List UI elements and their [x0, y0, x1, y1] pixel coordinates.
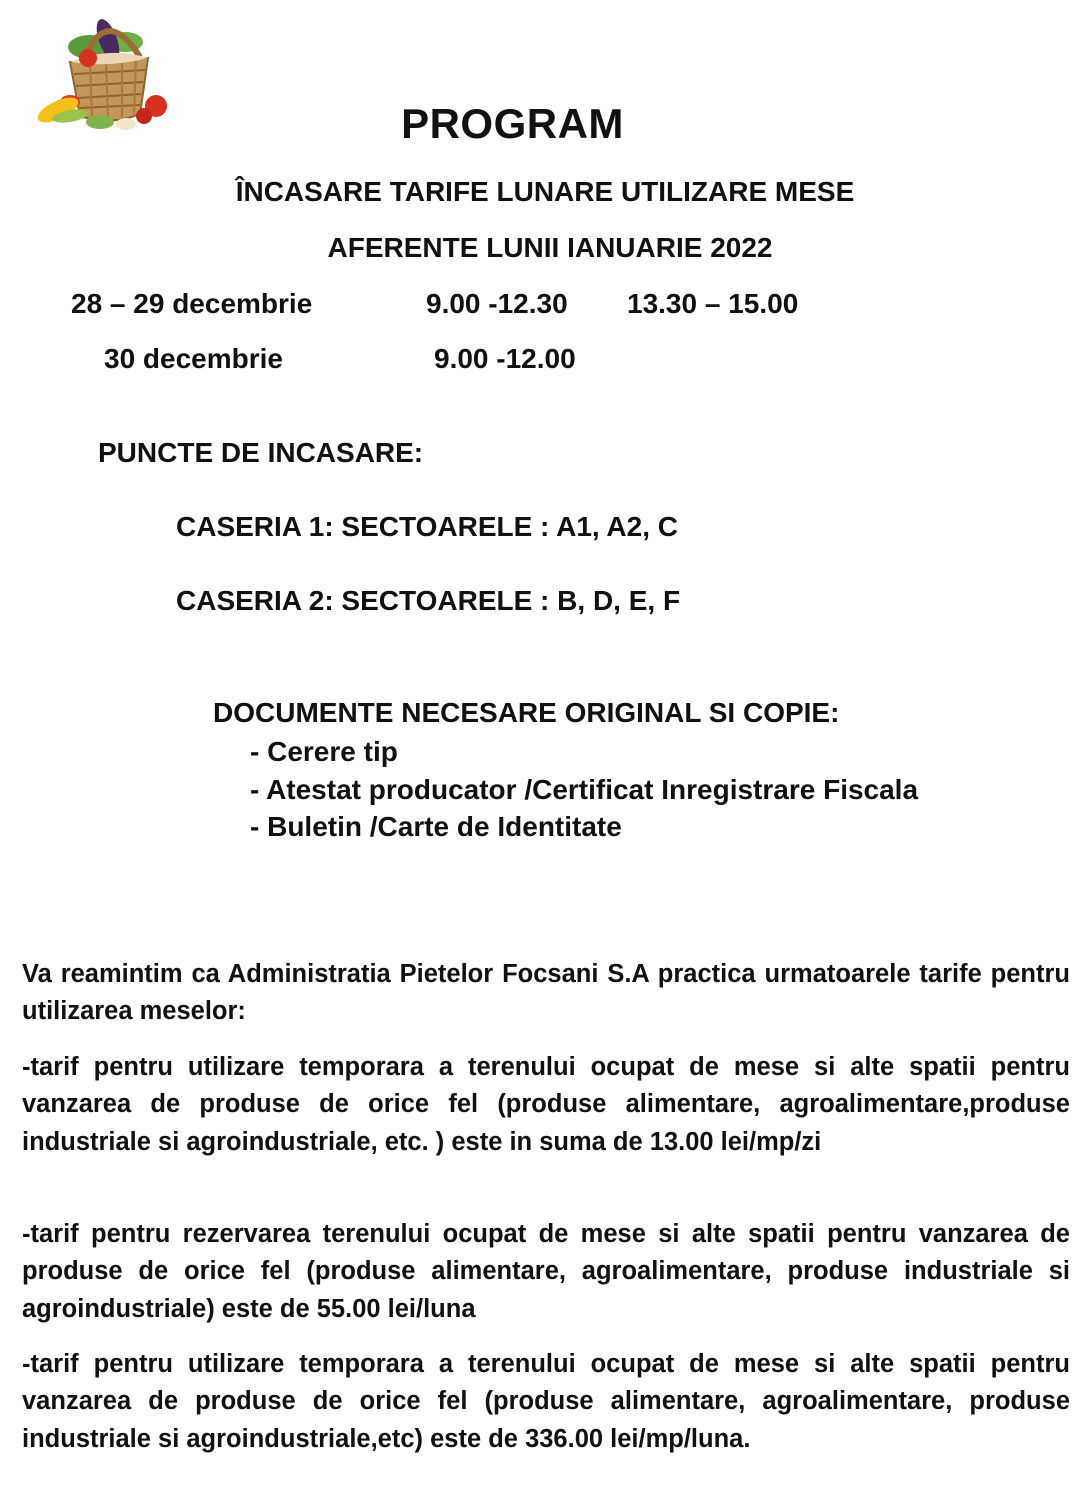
- caseria-1: CASERIA 1: SECTOARELE : A1, A2, C: [176, 511, 679, 542]
- subtitle-line-1: ÎNCASARE TARIFE LUNARE UTILIZARE MESE: [235, 176, 855, 207]
- schedule-dates-2: 30 decembrie: [104, 343, 283, 374]
- schedule-afternoon-1: 13.30 – 15.00: [627, 288, 799, 319]
- document-item: - Atestat producator /Certificat Inregistrare Fiscala: [250, 773, 919, 805]
- tariff-2: -tarif pentru rezervarea terenului ocupat de mese si alte spatii pentru vanzarea de produse de orice fel (produse alimentare, agroalimentare, produse industriale si agroindustriale) este de 55.00 lei/luna: [22, 1220, 1070, 1323]
- documents-heading: DOCUMENTE NECESARE ORIGINAL SI COPIE:: [213, 697, 840, 728]
- subtitle-line-2: AFERENTE LUNII IANUARIE 2022: [327, 232, 773, 263]
- tariff-1: -tarif pentru utilizare temporara a terenului ocupat de mese si alte spatii pentru vanzarea de produse de orice fel (produse alimentare, agroalimentare,produse industriale si agroindustriale, etc. ) este in suma de 13.00 lei/mp/zi: [22, 1053, 1070, 1156]
- tariff-3: -tarif pentru utilizare temporara a terenului ocupat de mese si alte spatii pentru vanzarea de produse de orice fel (produse alimentare, agroalimentare, produse industriale si agroindustriale,etc) este de 336.00 lei/mp/luna.: [22, 1350, 1070, 1453]
- schedule-dates-1: 28 – 29 decembrie: [71, 288, 313, 319]
- schedule-morning-2: 9.00 -12.00: [434, 343, 576, 374]
- caseria-2: CASERIA 2: SECTOARELE : B, D, E, F: [176, 585, 681, 616]
- document-item: - Buletin /Carte de Identitate: [250, 811, 622, 842]
- tariffs-intro: Va reamintim ca Administratia Pietelor Focsani S.A practica urmatoarele tarife pentru utilizarea meselor:: [22, 960, 1070, 1026]
- page-title: PROGRAM: [401, 100, 624, 147]
- payment-points-heading: PUNCTE DE INCASARE:: [98, 437, 424, 468]
- document-item: - Cerere tip: [250, 736, 398, 767]
- documents-list: [250, 733, 918, 846]
- schedule-morning-1: 9.00 -12.30: [426, 288, 568, 319]
